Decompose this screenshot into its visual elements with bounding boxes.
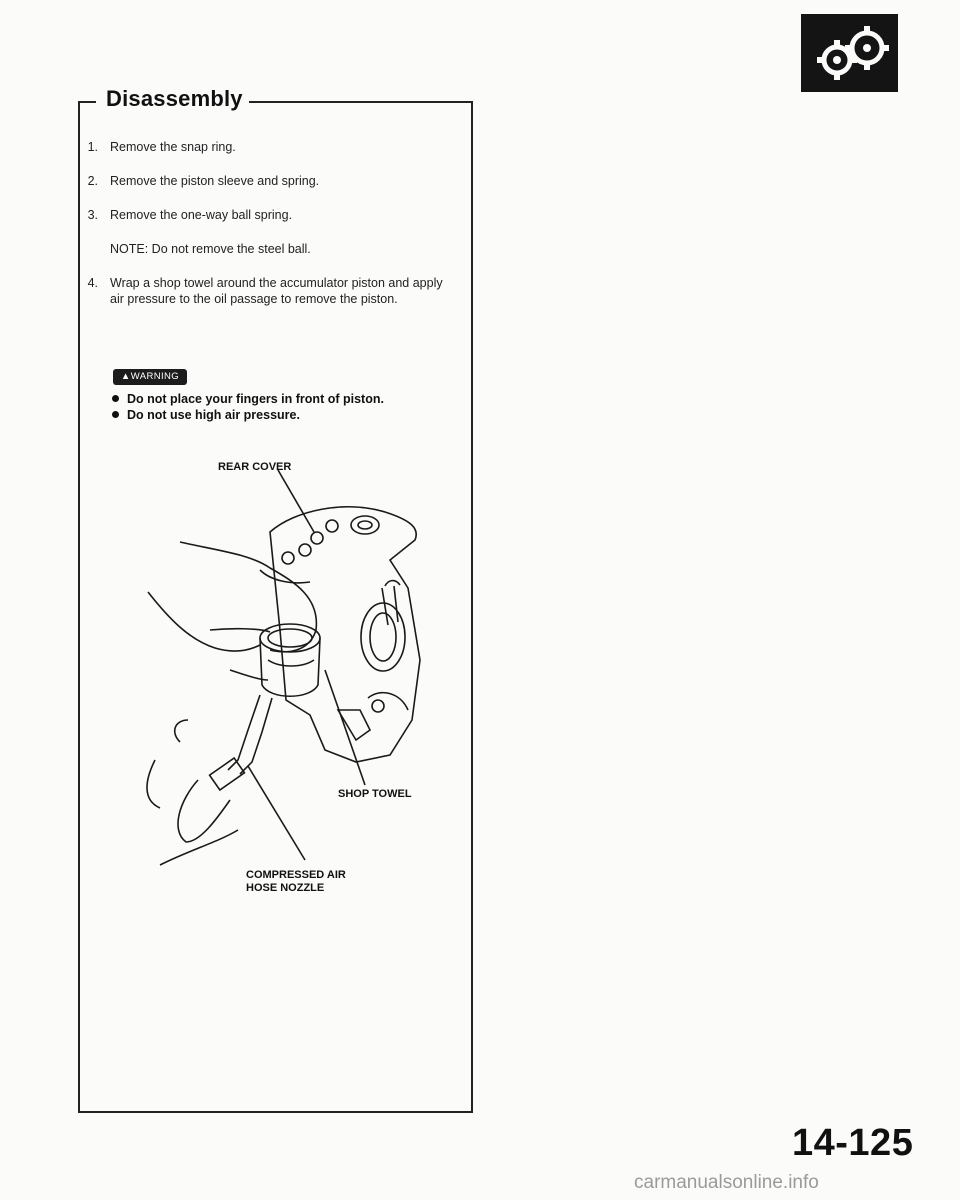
- page-number: 14-125: [792, 1122, 914, 1164]
- frame-left-line: [78, 101, 80, 1113]
- step-number: 2.: [87, 174, 98, 188]
- step-number: 1.: [87, 140, 98, 154]
- frame-top-left-line: [78, 101, 96, 103]
- step-text: Remove the one-way ball spring.: [110, 208, 293, 222]
- note-text: NOTE: Do not remove the steel ball.: [110, 242, 311, 256]
- accumulator-piston-illustration: [120, 470, 450, 910]
- nozzle-label-line2: HOSE NOZZLE: [246, 882, 325, 894]
- nozzle-label-line1: COMPRESSED AIR: [246, 869, 346, 881]
- watermark: carmanualsonline.info: [634, 1172, 819, 1193]
- warning-item: [112, 392, 384, 406]
- step-text: Remove the piston sleeve and spring.: [110, 174, 320, 188]
- warning-item-text: Do not place your fingers in front of piston.: [127, 392, 384, 406]
- bullet-dot-icon: [112, 395, 119, 402]
- warning-item-text: Do not use high air pressure.: [127, 408, 300, 422]
- bullet-dot-icon: [112, 411, 119, 418]
- step-number: 4.: [87, 276, 98, 290]
- warning-item: [112, 408, 300, 422]
- warning-triangle-icon: ▲: [120, 371, 131, 382]
- rear-cover-label: REAR COVER: [218, 461, 292, 473]
- step-number: 3.: [87, 208, 98, 222]
- frame-top-right-line: [246, 101, 473, 103]
- warning-label: WARNING: [130, 371, 180, 382]
- step-text: Wrap a shop towel around the accumulator piston and apply air pressure to the oil passage to remove the piston.: [110, 276, 443, 306]
- frame-bottom-line: [78, 1111, 473, 1113]
- section-title: Disassembly: [102, 86, 249, 112]
- frame-right-line: [471, 101, 473, 1113]
- warning-badge: [113, 369, 187, 385]
- transmission-gears-icon: [801, 14, 898, 92]
- shop-towel-label: SHOP TOWEL: [338, 788, 412, 800]
- step-text: Remove the snap ring.: [110, 140, 236, 154]
